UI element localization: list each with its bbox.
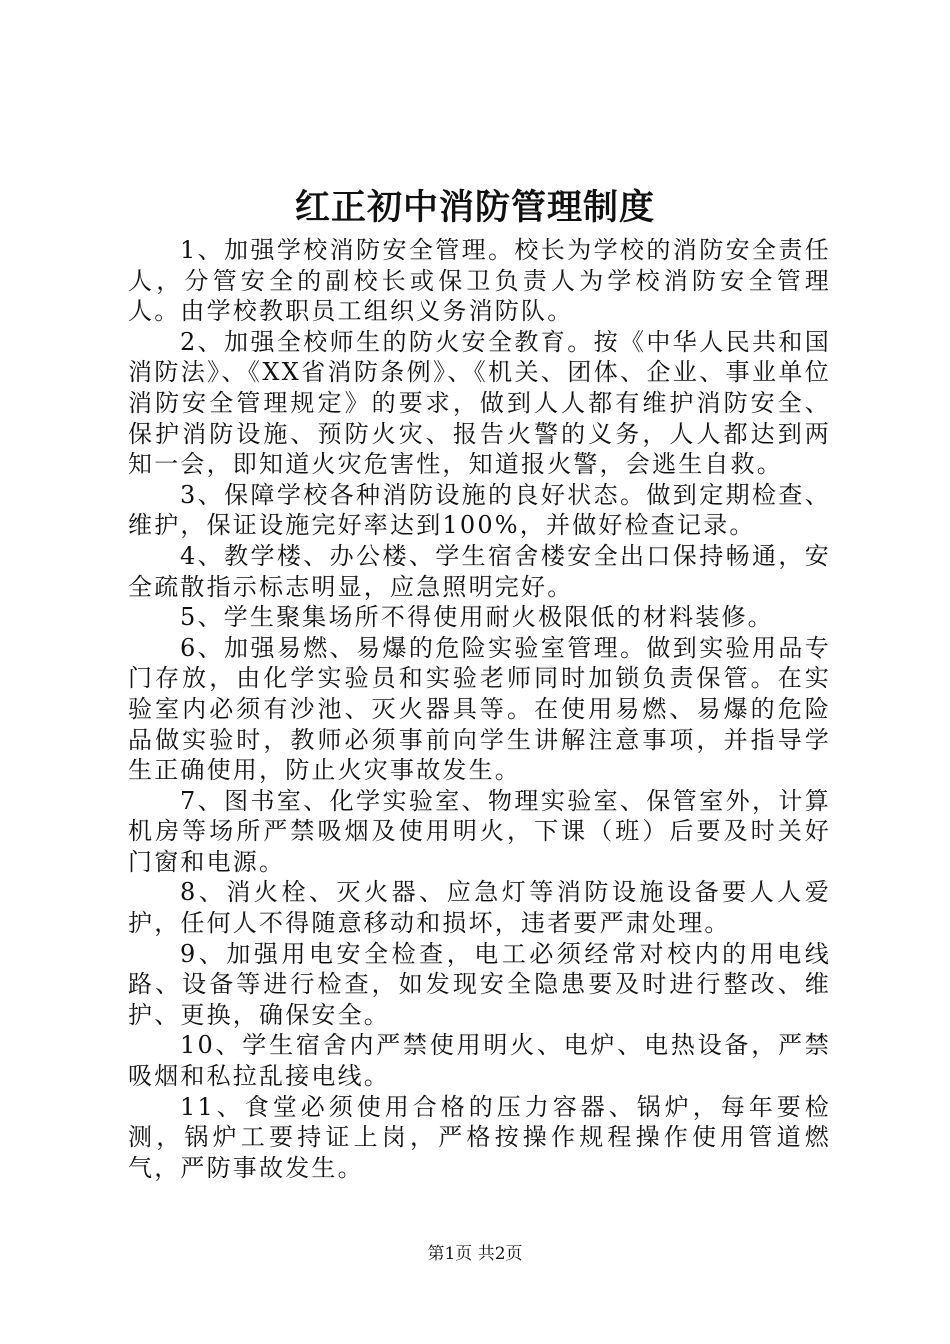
paragraph-5: 5、学生聚集场所不得使用耐火极限低的材料装修。 [180,603,774,632]
document-body [128,235,831,1183]
paragraph-6: 6、加强易燃、易爆的危险实验室管理。做到实验用品专门存放，由化学实验员和实验老师同时加锁负责保管。在实验室内必须有沙池、灭火器具等。在使用易燃、易爆的危险品做实验时，教师必须事前向学生讲解注意事项，并指导学生正确使用，防止火灾事故发生。 [128,633,831,785]
paragraph-2: 2、加强全校师生的防火安全教育。按《中华人民共和国消防法》、《XX省消防条例》、《机关、团体、企业、事业单位消防安全管理规定》的要求，做到人人都有维护消防安全、保护消防设施、预防火灾、报告火警的义务，人人都达到两知一会，即知道火灾危害性，知道报火警，会逃生自救。 [128,327,831,479]
paragraph-4: 4、教学楼、办公楼、学生宿舍楼安全出口保持畅通，安全疏散指示标志明显，应急照明完好。 [128,541,831,601]
paragraph-9: 9、加强用电安全检查，电工必须经常对校内的用电线路、设备等进行检查，如发现安全隐患要及时进行整改、维护、更换，确保安全。 [128,939,831,1029]
paragraph-10: 10、学生宿舍内严禁使用明火、电炉、电热设备，严禁吸烟和私拉乱接电线。 [128,1031,831,1091]
paragraph-8: 8、消火栓、灭火器、应急灯等消防设施设备要人人爱护，任何人不得随意移动和损坏，违者要严肃处理。 [128,878,831,938]
document-title: 红正初中消防管理制度 [294,187,655,228]
paragraph-7: 7、图书室、化学实验室、物理实验室、保管室外，计算机房等场所严禁吸烟及使用明火，下课（班）后要及时关好门窗和电源。 [128,786,831,876]
paragraph-11: 11、食堂必须使用合格的压力容器、锅炉，每年要检测，锅炉工要持证上岗，严格按操作规程操作使用管道燃气，严防事故发生。 [128,1092,831,1182]
page-number-footer: 第1页 共2页 [427,1244,523,1264]
paragraph-1: 1、加强学校消防安全管理。校长为学校的消防安全责任人，分管安全的副校长或保卫负责人为学校消防安全管理人。由学校教职员工组织义务消防队。 [128,236,831,326]
paragraph-3: 3、保障学校各种消防设施的良好状态。做到定期检查、维护，保证设施完好率达到100%，并做好检查记录。 [128,480,831,540]
